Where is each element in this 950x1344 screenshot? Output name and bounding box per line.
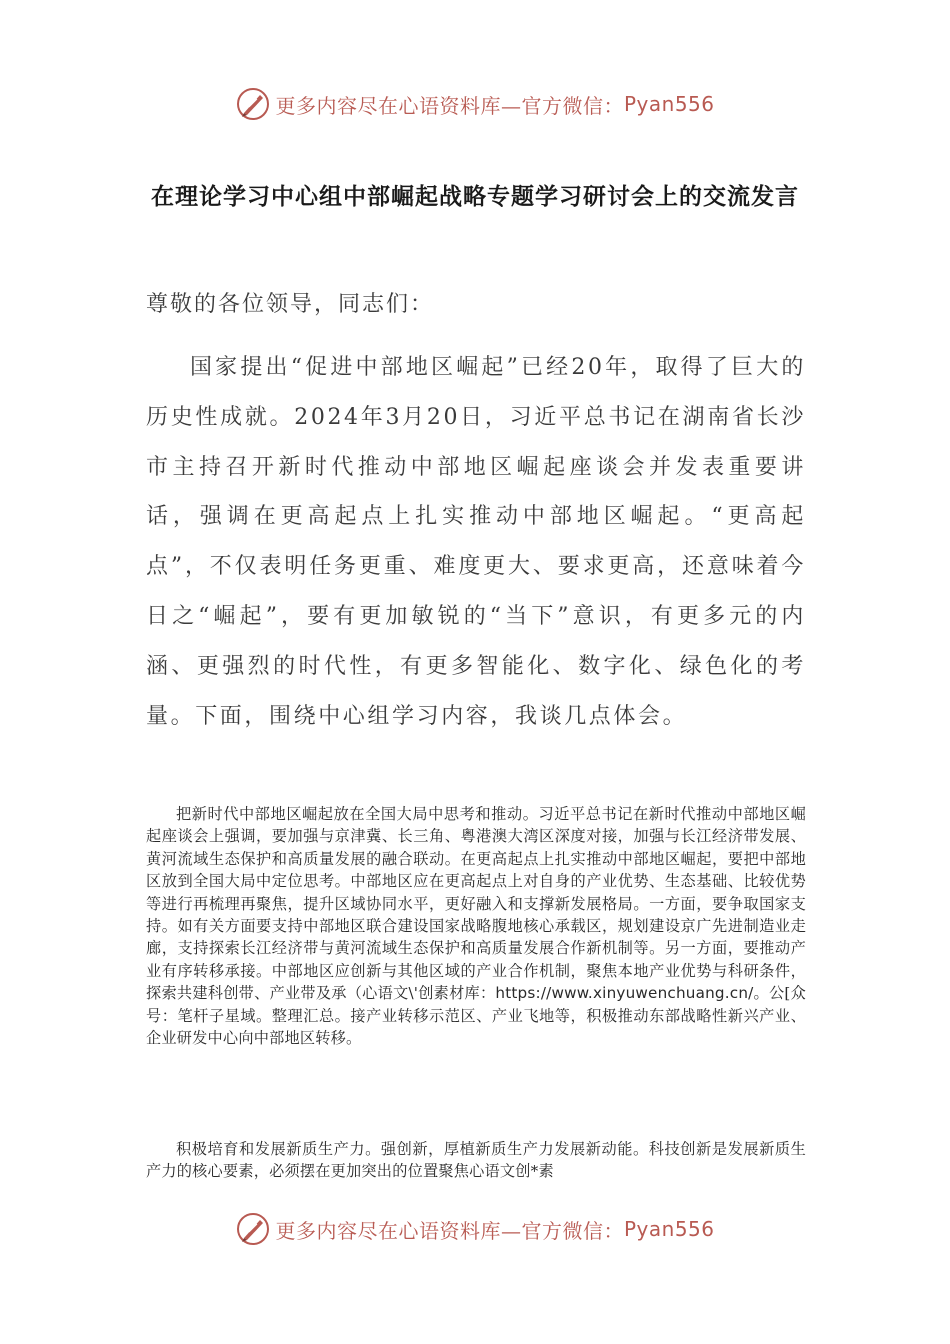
paragraph-intro: 国家提出“促进中部地区崛起”已经20年，取得了巨大的历史性成就。2024年3月20日，习近平总书记在湖南省长沙市主持召开新时代推动中部地区崛起座谈会并发表重要讲话，强调在更高起点上扎实推动中部地区崛起。“更高起点”，不仅表明任务更重、难度更大、要求更高，还意味着今日之“崛起”，要有更加敏锐的“当下”意识，有更多元的内涵、更强烈的时代性，有更多智能化、数字化、绿色化的考量。下面，围绕中心组学习内容，我谈几点体会。 <box>146 355 806 729</box>
paragraph-national-strategy <box>146 803 806 1049</box>
quill-logo-icon <box>235 1211 271 1247</box>
source-url: https://www.xinyuwenchuang.cn/ <box>495 984 754 1003</box>
footer-banner-text: 更多内容尽在心语资料库—官方微信： <box>275 1218 624 1243</box>
quill-logo-icon <box>235 86 271 122</box>
header-banner <box>0 84 950 124</box>
document-title: 在理论学习中心组中部崛起战略专题学习研讨会上的交流发言 <box>151 183 799 210</box>
header-wechat-id: Pyan556 <box>623 92 715 116</box>
footer-banner <box>0 1209 950 1249</box>
footer-wechat-id: Pyan556 <box>623 1217 715 1241</box>
greeting: 尊敬的各位领导，同志们： <box>146 292 435 317</box>
paragraph-text: 把新时代中部地区崛起放在全国大局中思考和推动。习近平总书记在新时代推动中部地区崛起座谈会上强调，要加强与京津冀、长三角、粤港澳大湾区深度对接，加强与长江经济带发展、黄河流域生态保护和高质量发展的融合联动。在更高起点上扎实推动中部地区崛起，要把中部地区放到全国大局中定位思考。中部地区应在更高起点上对自身的产业优势、生态基础、比较优势等进行再梳理再聚焦，提升区域协同水平，更好融入和支撑新发展格局。一方面，要争取国家支持。如有关方面要支持中部地区联合建设国家战略腹地核心承载区，规划建设京广先进制造业走廊，支持探索长江经济带与黄河流域生态保护和高质量发展合作新机制等。另一方面，要推动产业有序转移承接。中部地区应创新与其他区域的产业合作机制，聚焦本地产业优势与科研条件，探索共建科创带、产业带及承（心语文\'创素材库： <box>146 805 806 1003</box>
paragraph-productivity: 积极培育和发展新质生产力。强创新，厚植新质生产力发展新动能。科技创新是发展新质生产力的核心要素，必须摆在更加突出的位置聚焦心语文创*素 <box>146 1140 806 1181</box>
paragraph-text: 。公[众号：笔杆子星域。整理汇总。接产业转移示范区、产业飞地等，积极推动东部战略性新兴产业、企业研发中心向中部地区转移。 <box>146 984 806 1048</box>
header-banner-text: 更多内容尽在心语资料库—官方微信： <box>275 93 624 118</box>
